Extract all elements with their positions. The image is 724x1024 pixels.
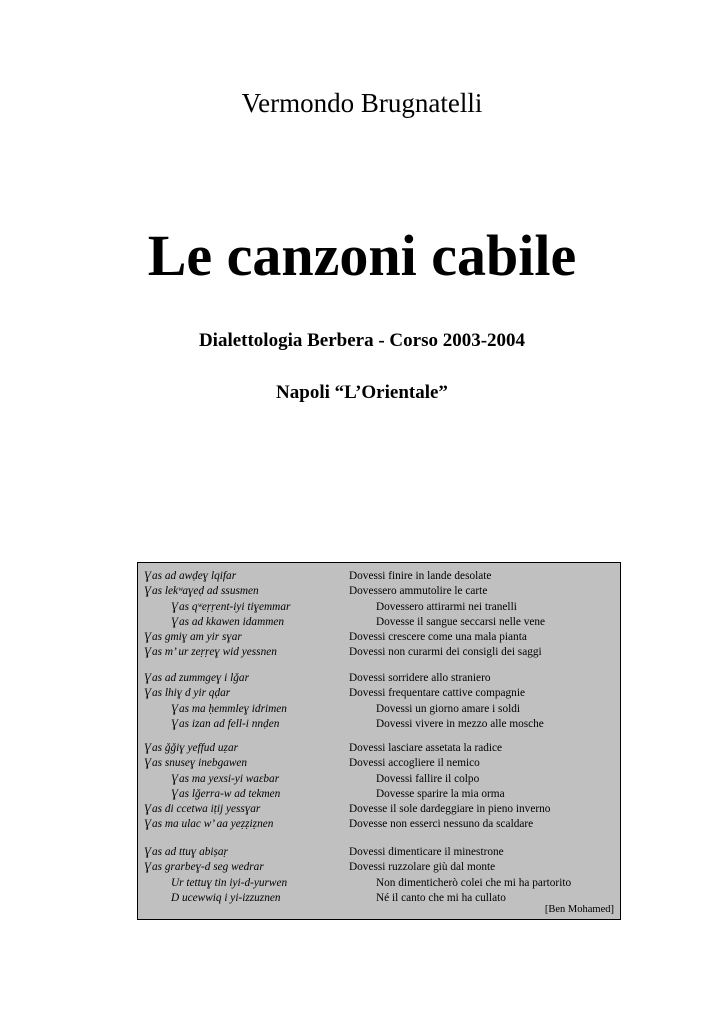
- italian-translation: Dovessero ammutolire le carte: [349, 585, 488, 598]
- berber-verse: Ɣas lǧerra-w ad tekmen: [171, 787, 281, 800]
- berber-verse: Ɣas izan ad fell-i nnḍen: [171, 717, 280, 730]
- poem-credit: [Ben Mohamed]: [544, 903, 614, 915]
- document-title: Le canzoni cabile: [147, 223, 577, 288]
- italian-translation: Dovessi crescere come una mala pianta: [349, 631, 527, 644]
- berber-verse: Ɣas ad awḍeɣ lqifar: [144, 570, 237, 582]
- poem-line: [138, 584, 620, 599]
- poem-line: [138, 702, 620, 717]
- italian-translation: Dovessi ruzzolare giù dal monte: [349, 861, 496, 874]
- poem-line: [138, 686, 620, 701]
- poem-stanza: [138, 845, 620, 936]
- poem-box: [137, 562, 621, 920]
- berber-verse: Ɣas gmiɣ am yir sɣar: [144, 631, 242, 644]
- poem-line: [138, 615, 620, 630]
- italian-translation: Dovessi accogliere il nemico: [349, 757, 480, 770]
- italian-translation: Dovessi vivere in mezzo alle mosche: [376, 717, 544, 730]
- berber-verse: Ur tettuɣ tin iyi-d-yurwen: [171, 876, 288, 889]
- poem-line: [138, 772, 620, 787]
- berber-verse: Ɣas ad kkawen idammen: [171, 615, 285, 628]
- berber-verse: Ɣas snuseɣ inebgawen: [144, 757, 248, 770]
- italian-translation: Non dimenticherò colei che mi ha partorito: [376, 876, 572, 889]
- poem-line: [138, 630, 620, 645]
- italian-translation: Dovesse il sole dardeggiare in pieno inverno: [349, 803, 551, 816]
- italian-translation: Dovesse il sangue seccarsi nelle vene: [376, 615, 546, 628]
- berber-verse: Ɣas lekʷaɣeḍ ad ssusmen: [144, 585, 259, 598]
- berber-verse: Ɣas qʷeṛṛent-iyi tiɣemmar: [171, 600, 291, 613]
- berber-verse: Ɣas ad ttuɣ abiṣaṛ: [144, 846, 228, 858]
- poem-line: [138, 817, 620, 832]
- berber-verse: Ɣas di ccetwa iṭij yessɣar: [144, 803, 261, 816]
- poem-line: [138, 717, 620, 732]
- berber-verse: Ɣas grarbeɣ-d seg wedrar: [144, 861, 264, 874]
- poem-line: [138, 756, 620, 771]
- poem-line: [138, 876, 620, 891]
- italian-translation: Dovessi sorridere allo straniero: [349, 672, 491, 684]
- berber-verse: Ɣas ma ḥemmleɣ idrimen: [171, 702, 287, 715]
- berber-verse: Ɣas ma ulac w’ aa yeẓẓiẓnen: [144, 818, 274, 831]
- course-subtitle: Dialettologia Berbera - Corso 2003-2004: [198, 330, 526, 351]
- poem-line: [138, 741, 620, 756]
- berber-verse: Ɣas ma yexsi-yi waɛbar: [171, 772, 280, 785]
- berber-verse: D ucewwiq i yi-izzuznen: [171, 891, 281, 904]
- poem-line: [138, 860, 620, 875]
- poem-line: [138, 645, 620, 660]
- poem-line: [138, 787, 620, 802]
- berber-verse: Ɣas lhiɣ d yir qḍar: [144, 687, 231, 700]
- author-name: Vermondo Brugnatelli: [241, 88, 483, 118]
- poem-line: [138, 802, 620, 817]
- poem-line: [138, 569, 620, 584]
- italian-translation: Dovesse non esserci nessuno da scaldare: [349, 818, 534, 831]
- italian-translation: Dovessi finire in lande desolate: [349, 570, 492, 582]
- italian-translation: Né il canto che mi ha cullato: [376, 891, 506, 904]
- italian-translation: Dovessero attirarmi nei tranelli: [376, 600, 517, 613]
- italian-translation: Dovesse sparire la mia orma: [376, 787, 505, 800]
- poem-stanza: [138, 569, 620, 660]
- berber-verse: Ɣas m’ ur zeṛṛeɣ wid yessnen: [144, 646, 277, 659]
- berber-verse: Ɣas ǧǧiɣ yeffud uẓar: [144, 742, 238, 754]
- poem-line: [138, 845, 620, 860]
- poem-line: [138, 671, 620, 686]
- berber-verse: Ɣas ad zummgeɣ i lǧar: [144, 672, 249, 684]
- italian-translation: Dovessi fallire il colpo: [376, 772, 480, 785]
- poem-stanza: [138, 741, 620, 832]
- italian-translation: Dovessi frequentare cattive compagnie: [349, 687, 525, 700]
- poem-line: [138, 600, 620, 615]
- italian-translation: Dovessi lasciare assetata la radice: [349, 742, 503, 754]
- italian-translation: Dovessi un giorno amare i soldi: [376, 702, 521, 715]
- italian-translation: Dovessi dimenticare il minestrone: [349, 846, 504, 858]
- italian-translation: Dovessi non curarmi dei consigli dei saggi: [349, 646, 542, 659]
- institution-name: Napoli “L’Orientale”: [276, 382, 448, 403]
